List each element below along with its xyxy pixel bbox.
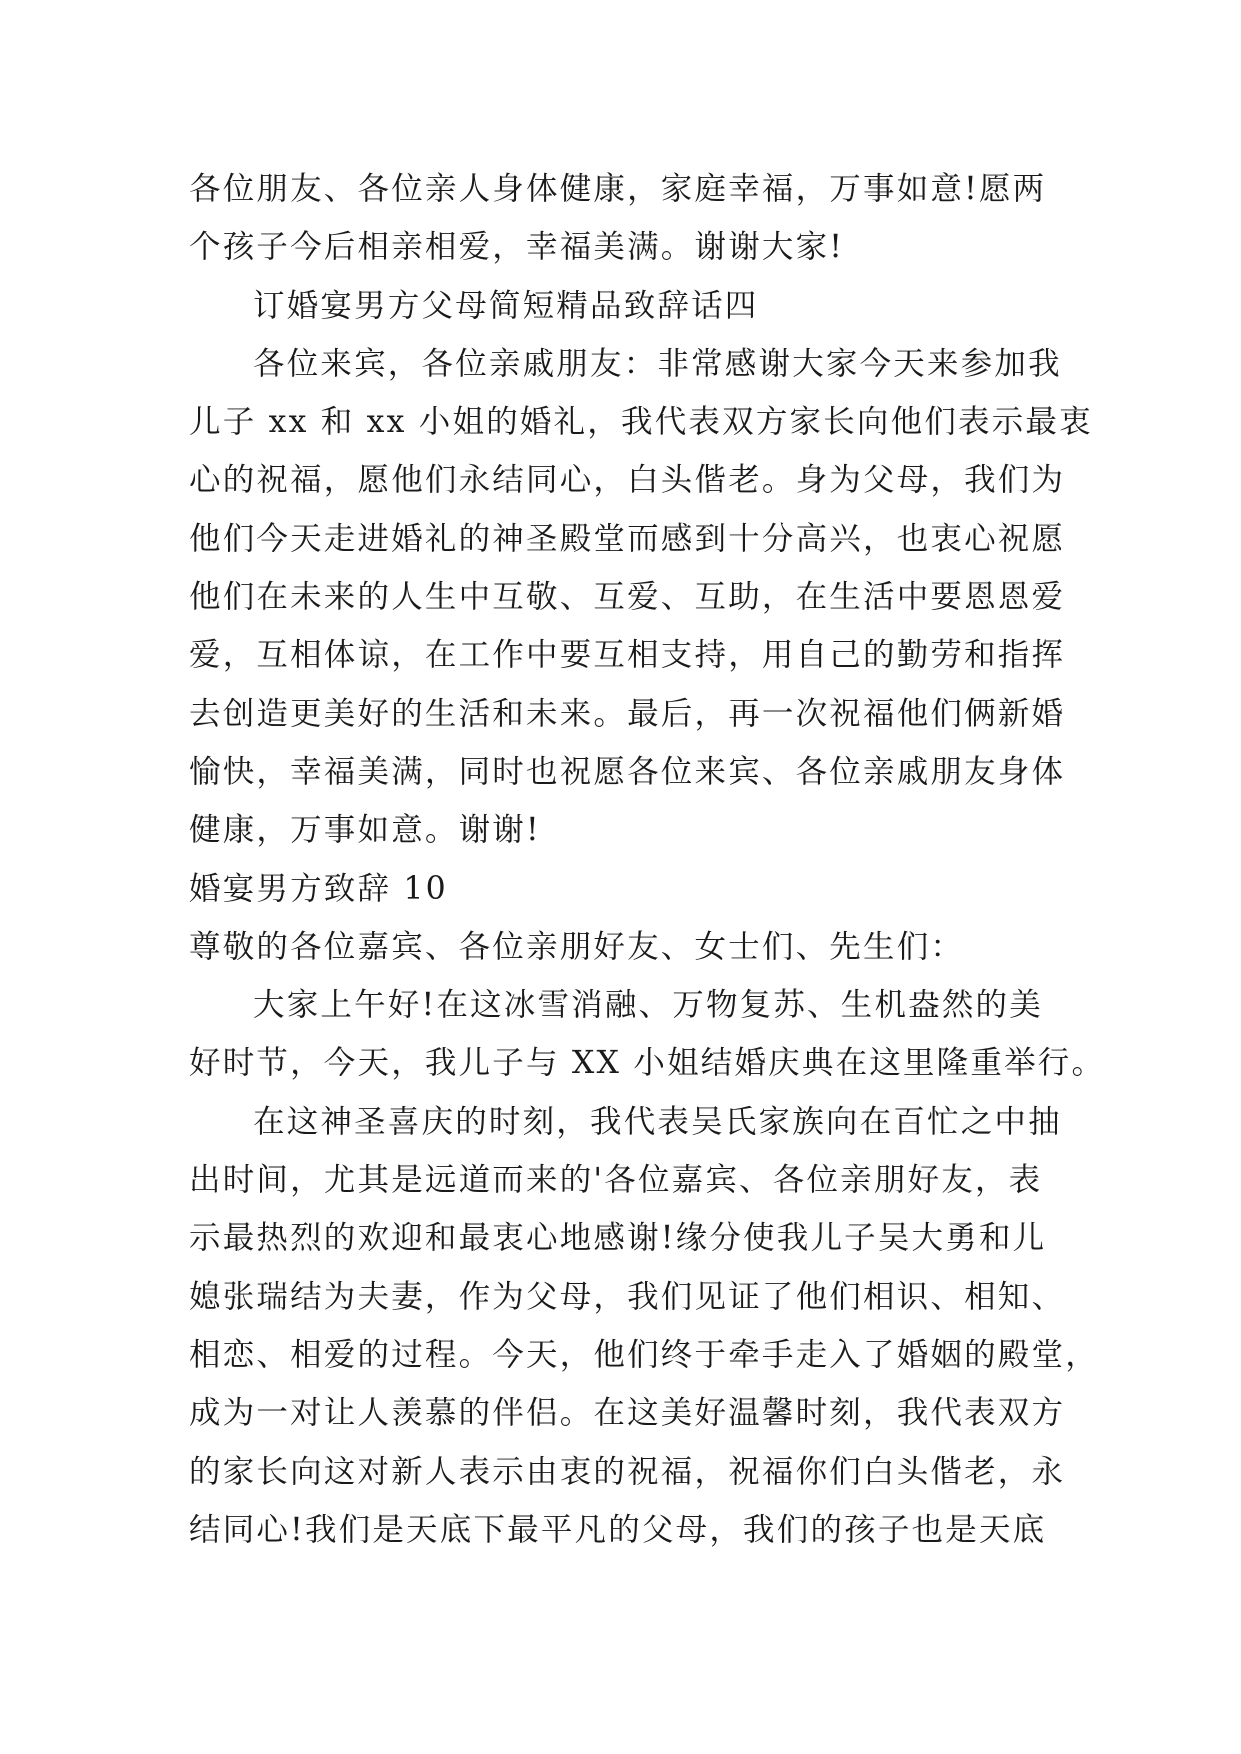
text-line-23: 的家长向这对新人表示由衷的祝福，祝福你们白头偕老，永 [189, 1453, 1066, 1490]
text-line-18: 出时间，尤其是远道而来的'各位嘉宾、各位亲朋好友，表 [189, 1162, 1043, 1199]
text-line-12: 健康，万事如意。谢谢! [189, 812, 541, 849]
text-line-5: 儿子 xx 和 xx 小姐的婚礼，我代表双方家长向他们表示最衷 [189, 404, 1093, 441]
text-line-6: 心的祝福，愿他们永结同心，白头偕老。身为父母，我们为 [189, 462, 1066, 499]
text-line-24: 结同心!我们是天底下最平凡的父母，我们的孩子也是天底 [189, 1511, 1047, 1548]
text-line-8: 他们在未来的人生中互敬、互爱、互助，在生活中要恩恩爱 [189, 579, 1066, 616]
text-line-7: 他们今天走进婚礼的神圣殿堂而感到十分高兴，也衷心祝愿 [189, 520, 1066, 557]
section-heading-10: 婚宴男方致辞 10 [189, 870, 448, 907]
text-line-21: 相恋、相爱的过程。今天，他们终于牵手走入了婚姻的殿堂， [189, 1336, 1099, 1373]
text-line-17: 在这神圣喜庆的时刻，我代表吴氏家族向在百忙之中抽 [253, 1103, 1062, 1140]
text-line-4: 各位来宾，各位亲戚朋友：非常感谢大家今天来参加我 [253, 345, 1062, 382]
text-line-10: 去创造更美好的生活和未来。最后，再一次祝福他们俩新婚 [189, 695, 1066, 732]
text-line-11: 愉快，幸福美满，同时也祝愿各位来宾、各位亲戚朋友身体 [189, 753, 1066, 790]
text-line-1: 各位朋友、各位亲人身体健康，家庭幸福，万事如意!愿两 [189, 171, 1047, 207]
text-line-2: 个孩子今后相亲相爱，幸福美满。谢谢大家! [189, 229, 845, 266]
section-heading-4: 订婚宴男方父母简短精品致辞话四 [253, 287, 759, 324]
document-body [189, 160, 1106, 1559]
text-line-19: 示最热烈的欢迎和最衷心地感谢!缘分使我儿子吴大勇和儿 [189, 1220, 1047, 1257]
text-line-9: 爱，互相体谅，在工作中要互相支持，用自己的勤劳和指挥 [189, 637, 1066, 674]
text-line-20: 媳张瑞结为夫妻，作为父母，我们见证了他们相识、相知、 [189, 1278, 1066, 1315]
text-line-22: 成为一对让人羡慕的伴侣。在这美好温馨时刻，我代表双方 [189, 1395, 1066, 1432]
text-line-16: 好时节，今天，我儿子与 XX 小姐结婚庆典在这里隆重举行。 [189, 1045, 1106, 1082]
salutation-line: 尊敬的各位嘉宾、各位亲朋好友、女士们、先生们： [189, 928, 965, 965]
text-line-15: 大家上午好!在这冰雪消融、万物复苏、生机盎然的美 [253, 987, 1043, 1024]
